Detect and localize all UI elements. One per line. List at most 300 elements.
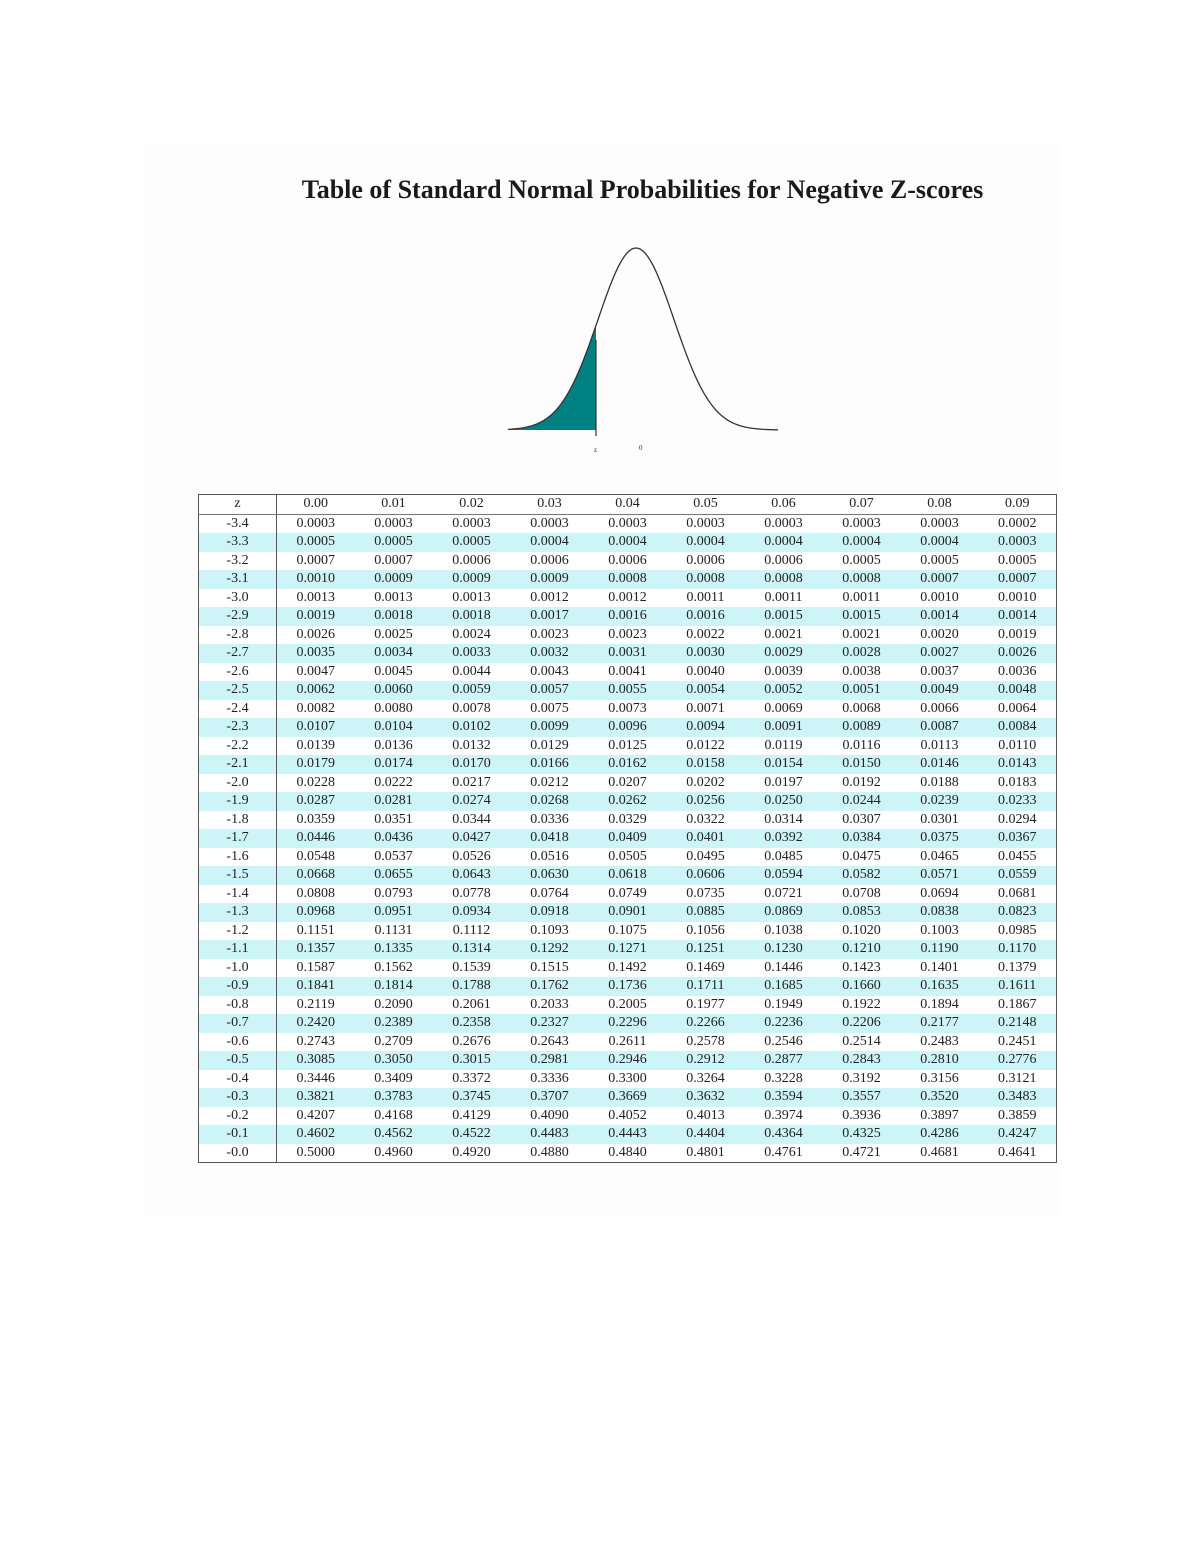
probability-cell: 0.3669 <box>589 1088 667 1107</box>
z-value-cell: -1.5 <box>199 866 277 885</box>
probability-cell: 0.0985 <box>979 922 1057 941</box>
probability-cell: 0.0179 <box>277 755 355 774</box>
z-value-cell: -2.2 <box>199 737 277 756</box>
probability-cell: 0.0005 <box>901 552 979 571</box>
probability-cell: 0.0018 <box>355 607 433 626</box>
probability-cell: 0.0059 <box>433 681 511 700</box>
probability-cell: 0.0003 <box>355 514 433 533</box>
probability-cell: 0.0455 <box>979 848 1057 867</box>
probability-cell: 0.3783 <box>355 1088 433 1107</box>
probability-cell: 0.4364 <box>745 1125 823 1144</box>
table-row <box>199 570 1057 589</box>
probability-cell: 0.0045 <box>355 663 433 682</box>
probability-cell: 0.0064 <box>979 700 1057 719</box>
probability-cell: 0.0005 <box>277 533 355 552</box>
probability-cell: 0.2266 <box>667 1014 745 1033</box>
column-header: 0.09 <box>979 495 1057 515</box>
probability-cell: 0.1093 <box>511 922 589 941</box>
probability-cell: 0.1814 <box>355 977 433 996</box>
probability-cell: 0.1611 <box>979 977 1057 996</box>
probability-cell: 0.4404 <box>667 1125 745 1144</box>
probability-cell: 0.0026 <box>979 644 1057 663</box>
column-header: 0.05 <box>667 495 745 515</box>
probability-cell: 0.0129 <box>511 737 589 756</box>
probability-cell: 0.0154 <box>745 755 823 774</box>
probability-cell: 0.0853 <box>823 903 901 922</box>
table-row <box>199 940 1057 959</box>
probability-cell: 0.0020 <box>901 626 979 645</box>
probability-cell: 0.3632 <box>667 1088 745 1107</box>
probability-cell: 0.0019 <box>277 607 355 626</box>
probability-cell: 0.2005 <box>589 996 667 1015</box>
probability-cell: 0.2514 <box>823 1033 901 1052</box>
z-score-table <box>198 494 1057 1163</box>
probability-cell: 0.0052 <box>745 681 823 700</box>
probability-cell: 0.0054 <box>667 681 745 700</box>
probability-cell: 0.2033 <box>511 996 589 1015</box>
z-value-cell: -2.0 <box>199 774 277 793</box>
probability-cell: 0.0003 <box>277 514 355 533</box>
probability-cell: 0.0068 <box>823 700 901 719</box>
probability-cell: 0.1562 <box>355 959 433 978</box>
probability-cell: 0.1736 <box>589 977 667 996</box>
probability-cell: 0.3446 <box>277 1070 355 1089</box>
probability-cell: 0.0007 <box>355 552 433 571</box>
table-row <box>199 811 1057 830</box>
probability-cell: 0.1762 <box>511 977 589 996</box>
probability-cell: 0.1210 <box>823 940 901 959</box>
probability-cell: 0.3121 <box>979 1070 1057 1089</box>
probability-cell: 0.0006 <box>589 552 667 571</box>
probability-cell: 0.0007 <box>277 552 355 571</box>
probability-cell: 0.0062 <box>277 681 355 700</box>
table-row <box>199 514 1057 533</box>
probability-cell: 0.0274 <box>433 792 511 811</box>
probability-cell: 0.0012 <box>589 589 667 608</box>
bell-curve-line <box>508 248 778 430</box>
probability-cell: 0.3745 <box>433 1088 511 1107</box>
probability-cell: 0.0023 <box>511 626 589 645</box>
probability-cell: 0.1660 <box>823 977 901 996</box>
probability-cell: 0.1492 <box>589 959 667 978</box>
probability-cell: 0.0027 <box>901 644 979 663</box>
z-value-cell: -1.0 <box>199 959 277 978</box>
table-row <box>199 1033 1057 1052</box>
probability-cell: 0.0006 <box>667 552 745 571</box>
probability-cell: 0.1190 <box>901 940 979 959</box>
probability-cell: 0.0721 <box>745 885 823 904</box>
table-row <box>199 552 1057 571</box>
probability-cell: 0.0102 <box>433 718 511 737</box>
probability-cell: 0.0222 <box>355 774 433 793</box>
z-value-cell: -3.3 <box>199 533 277 552</box>
probability-cell: 0.4761 <box>745 1144 823 1163</box>
probability-cell: 0.2810 <box>901 1051 979 1070</box>
z-value-cell: -1.4 <box>199 885 277 904</box>
probability-cell: 0.4721 <box>823 1144 901 1163</box>
table-row <box>199 922 1057 941</box>
z-value-cell: -3.1 <box>199 570 277 589</box>
probability-cell: 0.0735 <box>667 885 745 904</box>
probability-cell: 0.0048 <box>979 681 1057 700</box>
probability-cell: 0.0038 <box>823 663 901 682</box>
probability-cell: 0.0136 <box>355 737 433 756</box>
table-row <box>199 589 1057 608</box>
probability-cell: 0.0594 <box>745 866 823 885</box>
probability-cell: 0.1112 <box>433 922 511 941</box>
probability-cell: 0.3300 <box>589 1070 667 1089</box>
probability-cell: 0.0012 <box>511 589 589 608</box>
z-value-cell: -0.1 <box>199 1125 277 1144</box>
table-row <box>199 737 1057 756</box>
probability-cell: 0.1841 <box>277 977 355 996</box>
probability-cell: 0.1685 <box>745 977 823 996</box>
probability-cell: 0.0003 <box>667 514 745 533</box>
z-value-cell: -3.2 <box>199 552 277 571</box>
probability-cell: 0.1711 <box>667 977 745 996</box>
probability-cell: 0.0003 <box>901 514 979 533</box>
probability-cell: 0.2177 <box>901 1014 979 1033</box>
probability-cell: 0.0294 <box>979 811 1057 830</box>
probability-cell: 0.0066 <box>901 700 979 719</box>
column-header: 0.03 <box>511 495 589 515</box>
probability-cell: 0.0010 <box>901 589 979 608</box>
probability-cell: 0.0150 <box>823 755 901 774</box>
z-value-cell: -2.1 <box>199 755 277 774</box>
probability-cell: 0.0367 <box>979 829 1057 848</box>
probability-cell: 0.0025 <box>355 626 433 645</box>
probability-cell: 0.1867 <box>979 996 1057 1015</box>
probability-cell: 0.0823 <box>979 903 1057 922</box>
probability-cell: 0.0119 <box>745 737 823 756</box>
probability-cell: 0.0162 <box>589 755 667 774</box>
zero-axis-label: 0 <box>639 444 643 452</box>
column-header: 0.08 <box>901 495 979 515</box>
probability-cell: 0.0869 <box>745 903 823 922</box>
probability-cell: 0.0446 <box>277 829 355 848</box>
probability-cell: 0.0401 <box>667 829 745 848</box>
probability-cell: 0.2843 <box>823 1051 901 1070</box>
probability-cell: 0.0110 <box>979 737 1057 756</box>
probability-cell: 0.2676 <box>433 1033 511 1052</box>
probability-cell: 0.1977 <box>667 996 745 1015</box>
probability-cell: 0.3520 <box>901 1088 979 1107</box>
probability-cell: 0.0011 <box>823 589 901 608</box>
probability-cell: 0.4325 <box>823 1125 901 1144</box>
probability-cell: 0.2912 <box>667 1051 745 1070</box>
table-body <box>199 514 1057 1163</box>
probability-cell: 0.2877 <box>745 1051 823 1070</box>
probability-cell: 0.1251 <box>667 940 745 959</box>
probability-cell: 0.3409 <box>355 1070 433 1089</box>
probability-cell: 0.0170 <box>433 755 511 774</box>
probability-cell: 0.0032 <box>511 644 589 663</box>
probability-cell: 0.2236 <box>745 1014 823 1033</box>
probability-cell: 0.3015 <box>433 1051 511 1070</box>
probability-cell: 0.0314 <box>745 811 823 830</box>
z-value-cell: -0.8 <box>199 996 277 1015</box>
probability-cell: 0.0047 <box>277 663 355 682</box>
probability-cell: 0.0005 <box>355 533 433 552</box>
table-row <box>199 755 1057 774</box>
probability-cell: 0.1788 <box>433 977 511 996</box>
table-row <box>199 626 1057 645</box>
z-value-cell: -1.1 <box>199 940 277 959</box>
probability-cell: 0.0146 <box>901 755 979 774</box>
probability-cell: 0.2148 <box>979 1014 1057 1033</box>
probability-cell: 0.1056 <box>667 922 745 941</box>
probability-cell: 0.0143 <box>979 755 1057 774</box>
probability-cell: 0.0073 <box>589 700 667 719</box>
probability-cell: 0.0427 <box>433 829 511 848</box>
probability-cell: 0.0004 <box>589 533 667 552</box>
z-value-cell: -1.2 <box>199 922 277 941</box>
probability-cell: 0.2578 <box>667 1033 745 1052</box>
probability-cell: 0.1515 <box>511 959 589 978</box>
probability-cell: 0.0244 <box>823 792 901 811</box>
probability-cell: 0.0084 <box>979 718 1057 737</box>
probability-cell: 0.3228 <box>745 1070 823 1089</box>
probability-cell: 0.1131 <box>355 922 433 941</box>
z-value-cell: -2.9 <box>199 607 277 626</box>
column-header: 0.00 <box>277 495 355 515</box>
probability-cell: 0.0005 <box>433 533 511 552</box>
probability-cell: 0.0183 <box>979 774 1057 793</box>
probability-cell: 0.0091 <box>745 718 823 737</box>
probability-cell: 0.0668 <box>277 866 355 885</box>
probability-cell: 0.0495 <box>667 848 745 867</box>
table-row <box>199 866 1057 885</box>
probability-cell: 0.0307 <box>823 811 901 830</box>
probability-cell: 0.0217 <box>433 774 511 793</box>
probability-cell: 0.4602 <box>277 1125 355 1144</box>
table-row <box>199 1088 1057 1107</box>
probability-cell: 0.0021 <box>745 626 823 645</box>
probability-cell: 0.4129 <box>433 1107 511 1126</box>
probability-cell: 0.2451 <box>979 1033 1057 1052</box>
probability-cell: 0.0139 <box>277 737 355 756</box>
probability-cell: 0.0049 <box>901 681 979 700</box>
probability-cell: 0.0778 <box>433 885 511 904</box>
probability-cell: 0.0694 <box>901 885 979 904</box>
probability-cell: 0.0113 <box>901 737 979 756</box>
probability-cell: 0.1151 <box>277 922 355 941</box>
probability-cell: 0.0030 <box>667 644 745 663</box>
probability-cell: 0.0003 <box>823 514 901 533</box>
z-axis-label: z <box>594 446 598 454</box>
probability-cell: 0.0011 <box>667 589 745 608</box>
probability-cell: 0.3050 <box>355 1051 433 1070</box>
probability-cell: 0.0465 <box>901 848 979 867</box>
probability-cell: 0.0559 <box>979 866 1057 885</box>
probability-cell: 0.0582 <box>823 866 901 885</box>
probability-cell: 0.0808 <box>277 885 355 904</box>
probability-cell: 0.0003 <box>979 533 1057 552</box>
probability-cell: 0.0351 <box>355 811 433 830</box>
probability-cell: 0.4562 <box>355 1125 433 1144</box>
probability-cell: 0.0262 <box>589 792 667 811</box>
probability-cell: 0.0009 <box>355 570 433 589</box>
probability-cell: 0.0228 <box>277 774 355 793</box>
probability-cell: 0.0207 <box>589 774 667 793</box>
probability-cell: 0.0026 <box>277 626 355 645</box>
z-value-cell: -2.3 <box>199 718 277 737</box>
probability-cell: 0.0037 <box>901 663 979 682</box>
probability-cell: 0.0036 <box>979 663 1057 682</box>
probability-cell: 0.1230 <box>745 940 823 959</box>
probability-cell: 0.0080 <box>355 700 433 719</box>
z-value-cell: -2.7 <box>199 644 277 663</box>
probability-cell: 0.0018 <box>433 607 511 626</box>
table-row <box>199 792 1057 811</box>
probability-cell: 0.0007 <box>901 570 979 589</box>
table-row <box>199 607 1057 626</box>
probability-cell: 0.0197 <box>745 774 823 793</box>
probability-cell: 0.2420 <box>277 1014 355 1033</box>
probability-cell: 0.2206 <box>823 1014 901 1033</box>
probability-cell: 0.0071 <box>667 700 745 719</box>
normal-curve-figure <box>480 232 800 457</box>
probability-cell: 0.2643 <box>511 1033 589 1052</box>
probability-cell: 0.0075 <box>511 700 589 719</box>
z-value-cell: -1.9 <box>199 792 277 811</box>
probability-cell: 0.1423 <box>823 959 901 978</box>
probability-cell: 0.1335 <box>355 940 433 959</box>
probability-cell: 0.0013 <box>277 589 355 608</box>
probability-cell: 0.0749 <box>589 885 667 904</box>
z-value-cell: -0.5 <box>199 1051 277 1070</box>
probability-cell: 0.0094 <box>667 718 745 737</box>
probability-cell: 0.2327 <box>511 1014 589 1033</box>
probability-cell: 0.3897 <box>901 1107 979 1126</box>
probability-cell: 0.0344 <box>433 811 511 830</box>
probability-cell: 0.0005 <box>979 552 1057 571</box>
table-row <box>199 996 1057 1015</box>
z-value-cell: -0.0 <box>199 1144 277 1163</box>
probability-cell: 0.1587 <box>277 959 355 978</box>
probability-cell: 0.3936 <box>823 1107 901 1126</box>
probability-cell: 0.0003 <box>589 514 667 533</box>
probability-cell: 0.4920 <box>433 1144 511 1163</box>
probability-cell: 0.0006 <box>511 552 589 571</box>
probability-cell: 0.0009 <box>433 570 511 589</box>
probability-cell: 0.0322 <box>667 811 745 830</box>
probability-cell: 0.4286 <box>901 1125 979 1144</box>
probability-cell: 0.0019 <box>979 626 1057 645</box>
probability-cell: 0.1446 <box>745 959 823 978</box>
table-row <box>199 885 1057 904</box>
probability-cell: 0.0040 <box>667 663 745 682</box>
probability-cell: 0.4052 <box>589 1107 667 1126</box>
z-value-cell: -2.4 <box>199 700 277 719</box>
z-value-cell: -1.8 <box>199 811 277 830</box>
probability-cell: 0.0069 <box>745 700 823 719</box>
table-header-row <box>199 495 1057 515</box>
probability-cell: 0.0329 <box>589 811 667 830</box>
probability-cell: 0.0011 <box>745 589 823 608</box>
probability-cell: 0.4013 <box>667 1107 745 1126</box>
probability-cell: 0.0006 <box>745 552 823 571</box>
probability-cell: 0.0436 <box>355 829 433 848</box>
probability-cell: 0.0078 <box>433 700 511 719</box>
probability-cell: 0.0055 <box>589 681 667 700</box>
probability-cell: 0.4522 <box>433 1125 511 1144</box>
probability-cell: 0.0934 <box>433 903 511 922</box>
z-value-cell: -2.8 <box>199 626 277 645</box>
probability-cell: 0.3557 <box>823 1088 901 1107</box>
probability-cell: 0.0082 <box>277 700 355 719</box>
probability-cell: 0.2119 <box>277 996 355 1015</box>
probability-cell: 0.0035 <box>277 644 355 663</box>
probability-cell: 0.1314 <box>433 940 511 959</box>
probability-cell: 0.0060 <box>355 681 433 700</box>
column-header: 0.07 <box>823 495 901 515</box>
probability-cell: 0.0212 <box>511 774 589 793</box>
probability-cell: 0.0951 <box>355 903 433 922</box>
probability-cell: 0.0918 <box>511 903 589 922</box>
probability-cell: 0.0010 <box>277 570 355 589</box>
table-row <box>199 1051 1057 1070</box>
probability-cell: 0.2546 <box>745 1033 823 1052</box>
probability-cell: 0.0008 <box>589 570 667 589</box>
table-row <box>199 829 1057 848</box>
probability-cell: 0.0968 <box>277 903 355 922</box>
z-value-cell: -1.6 <box>199 848 277 867</box>
probability-cell: 0.0192 <box>823 774 901 793</box>
probability-cell: 0.4090 <box>511 1107 589 1126</box>
probability-cell: 0.0028 <box>823 644 901 663</box>
probability-cell: 0.0392 <box>745 829 823 848</box>
probability-cell: 0.0004 <box>511 533 589 552</box>
probability-cell: 0.0485 <box>745 848 823 867</box>
z-value-cell: -2.5 <box>199 681 277 700</box>
probability-cell: 0.0764 <box>511 885 589 904</box>
probability-cell: 0.0051 <box>823 681 901 700</box>
probability-cell: 0.0188 <box>901 774 979 793</box>
probability-cell: 0.0202 <box>667 774 745 793</box>
table-row <box>199 1014 1057 1033</box>
probability-cell: 0.0044 <box>433 663 511 682</box>
probability-cell: 0.1170 <box>979 940 1057 959</box>
probability-cell: 0.0003 <box>511 514 589 533</box>
probability-cell: 0.2483 <box>901 1033 979 1052</box>
probability-cell: 0.0116 <box>823 737 901 756</box>
probability-cell: 0.1922 <box>823 996 901 1015</box>
probability-cell: 0.0024 <box>433 626 511 645</box>
normal-curve-svg <box>480 232 800 457</box>
probability-cell: 0.1357 <box>277 940 355 959</box>
probability-cell: 0.0618 <box>589 866 667 885</box>
probability-cell: 0.0708 <box>823 885 901 904</box>
probability-cell: 0.0336 <box>511 811 589 830</box>
probability-cell: 0.0013 <box>355 589 433 608</box>
probability-cell: 0.0250 <box>745 792 823 811</box>
z-value-cell: -2.6 <box>199 663 277 682</box>
probability-cell: 0.1949 <box>745 996 823 1015</box>
probability-cell: 0.0793 <box>355 885 433 904</box>
probability-cell: 0.0281 <box>355 792 433 811</box>
probability-cell: 0.0384 <box>823 829 901 848</box>
probability-cell: 0.4168 <box>355 1107 433 1126</box>
probability-cell: 0.0003 <box>433 514 511 533</box>
probability-cell: 0.1379 <box>979 959 1057 978</box>
probability-cell: 0.0174 <box>355 755 433 774</box>
column-header-z: z <box>199 495 277 515</box>
probability-cell: 0.0013 <box>433 589 511 608</box>
probability-cell: 0.0007 <box>979 570 1057 589</box>
probability-cell: 0.4483 <box>511 1125 589 1144</box>
z-value-cell: -0.3 <box>199 1088 277 1107</box>
